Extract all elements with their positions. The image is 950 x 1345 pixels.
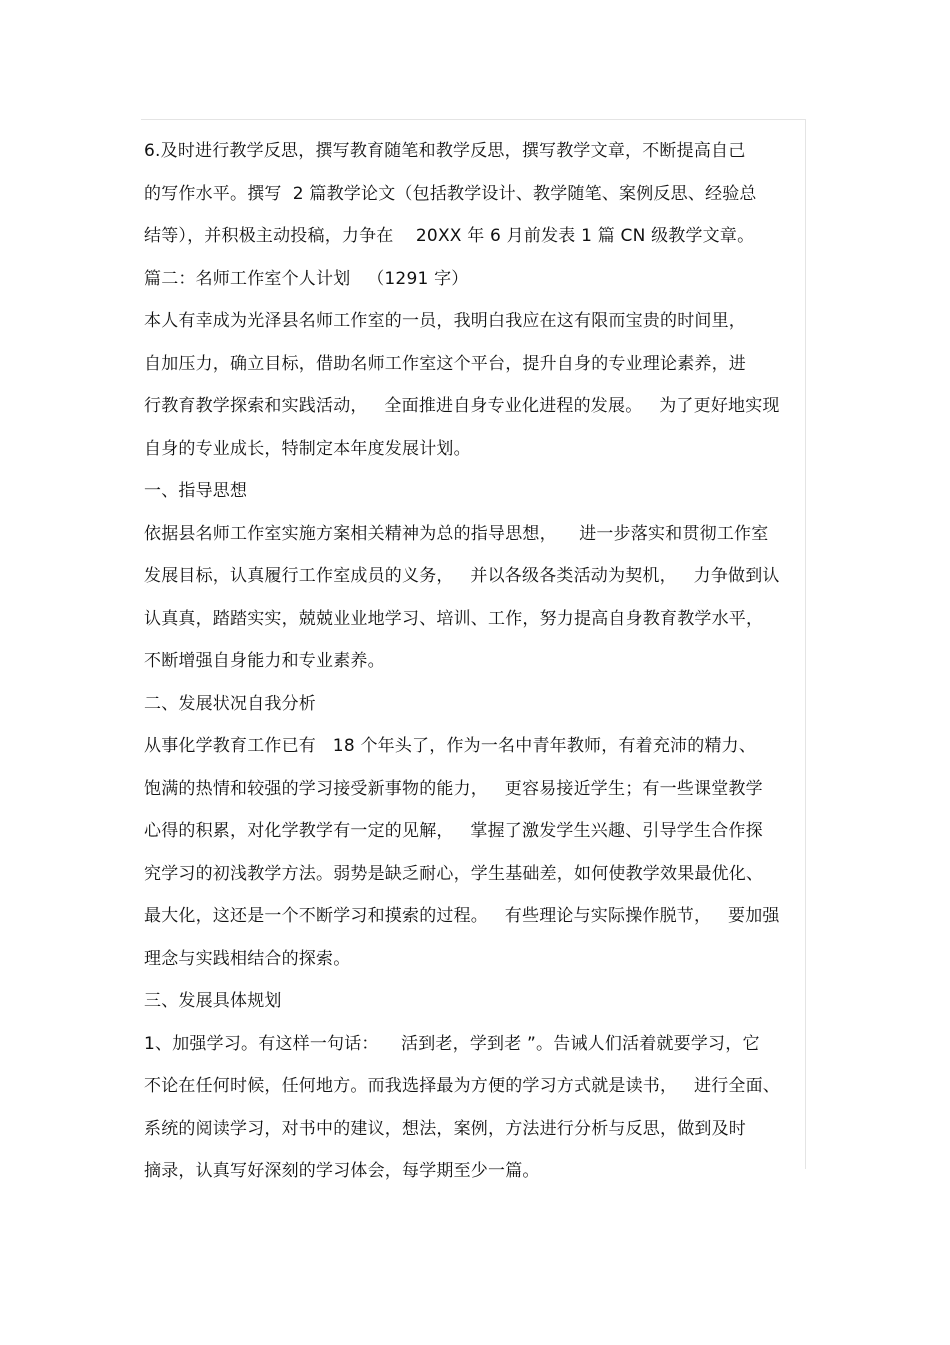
text-line: 饱满的热情和较强的学习接受新事物的能力， 更容易接近学生；有一些课堂教学 [144, 778, 763, 799]
text-line: 理念与实践相结合的探索。 [144, 948, 351, 969]
text-line: 自加压力，确立目标，借助名师工作室这个平台，提升自身的专业理论素养，进 [144, 353, 746, 374]
text-line: 不断增强自身能力和专业素养。 [144, 651, 385, 671]
section-heading: 一、指导思想 [144, 481, 248, 501]
section-heading: 三、发展具体规划 [144, 991, 282, 1011]
text-line: 1、加强学习。有这样一句话： 活到老，学到老 ”。告诫人们活着就要学习，它 [144, 1033, 760, 1054]
text-line: 本人有幸成为光泽县名师工作室的一员，我明白我应在这有限而宝贵的时间里， [144, 311, 746, 331]
text-line: 发展目标，认真履行工作室成员的义务， 并以各级各类活动为契机， 力争做到认 [144, 566, 780, 586]
text-line: 结等），并积极主动投稿，力争在 20XX 年 6 月前发表 1 篇 CN 级教学文章。 [144, 226, 755, 246]
text-line: 的写作水平。撰写 2 篇教学论文（包括教学设计、教学随笔、案例反思、经验总 [144, 183, 757, 204]
text-line: 从事化学教育工作已有 18 个年头了，作为一名中青年教师，有着充沛的精力、 [144, 736, 757, 756]
section-title: 篇二：名师工作室个人计划 （1291 字） [144, 268, 469, 289]
text-line: 摘录，认真写好深刻的学习体会，每学期至少一篇。 [144, 1161, 540, 1181]
text-line: 究学习的初浅教学方法。弱势是缺乏耐心，学生基础差，如何使教学效果最优化、 [144, 863, 764, 884]
text-line: 依据县名师工作室实施方案相关精神为总的指导思想， 进一步落实和贯彻工作室 [144, 523, 769, 544]
section-heading: 二、发展状况自我分析 [144, 693, 316, 714]
text-line: 行教育教学探索和实践活动， 全面推进自身专业化进程的发展。 为了更好地实现 [144, 396, 780, 416]
text-line: 6.及时进行教学反思，撰写教育随笔和教学反思，撰写教学文章，不断提高自己 [144, 141, 746, 161]
text-line: 不论在任何时候，任何地方。而我选择最为方便的学习方式就是读书， 进行全面、 [144, 1076, 781, 1096]
text-line: 系统的阅读学习，对书中的建议，想法，案例，方法进行分析与反思，做到及时 [144, 1118, 746, 1139]
text-line: 自身的专业成长，特制定本年度发展计划。 [144, 438, 471, 459]
text-line: 认真真，踏踏实实，兢兢业业地学习、培训、工作，努力提高自身教育教学水平， [144, 608, 764, 629]
text-line: 最大化，这还是一个不断学习和摸索的过程。 有些理论与实际操作脱节， 要加强 [144, 906, 780, 926]
document-body [144, 130, 814, 1193]
text-line: 心得的积累，对化学教学有一定的见解， 掌握了激发学生兴趣、引导学生合作探 [144, 821, 763, 841]
